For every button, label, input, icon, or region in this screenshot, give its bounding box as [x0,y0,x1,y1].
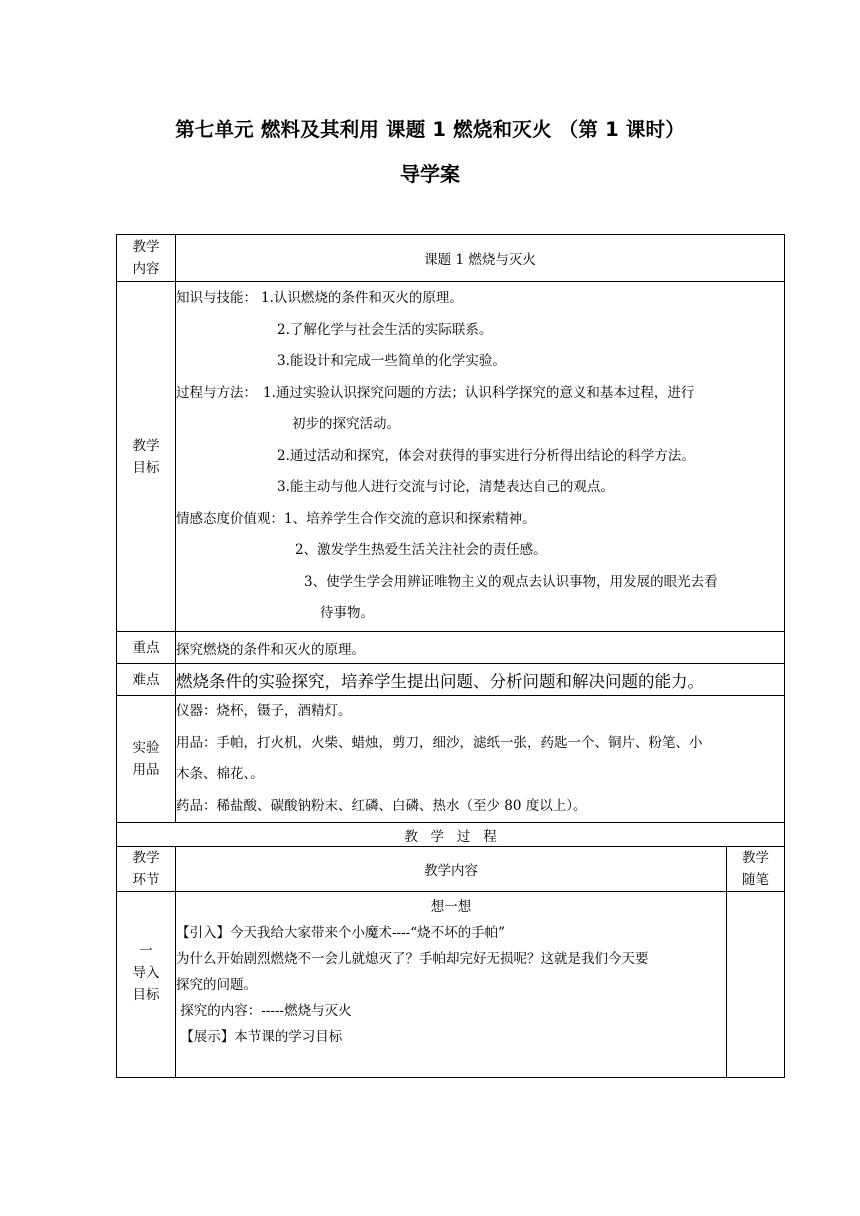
content-label-line: 教学 [132,239,160,255]
process-header-row [117,823,785,847]
process-header: 教 学 过 程 [117,823,785,847]
intro-line-4: 探究的内容：-----燃烧与灭火 [176,1003,352,1019]
lab-items: 用品：手帕，打火机，火柴、蜡烛，剪刀，细沙，滤纸一张，药匙一个、铜片、粉笔、小 [176,734,703,751]
goal-process-2: 2.通过活动和探究，体会对获得的事实进行分析得出结论的科学方法。 [277,447,695,464]
lesson-plan-table [116,234,785,1078]
goal-process-1-cont: 初步的探究活动。 [292,416,400,433]
intro-row [117,892,785,1078]
document-title: 第七单元 燃料及其利用 课题 1 燃烧和灭火 （第 1 课时） [175,118,685,141]
key-label: 重点 [117,632,176,664]
lab-content [176,696,785,823]
lab-row [117,696,785,823]
goal-emotion-3: 3、使学生学会用辨证唯物主义的观点去认识事物，用发展的眼光去看 [304,573,718,590]
column-notes [727,847,785,892]
goal-knowledge-2: 2.了解化学与社会生活的实际联系。 [277,321,493,338]
knowledge-item: 1.认识燃烧的条件和灭火的原理。 [261,290,463,307]
goal-emotion-1 [176,504,784,536]
goal-process-1 [176,378,784,410]
column-notes-line: 随笔 [742,872,769,888]
process-title: 过程与方法： [176,384,257,401]
intro-line-5: 【展示】本节课的学习目标 [176,1029,343,1045]
goal-emotion-3-cont: 待事物。 [320,605,374,622]
emotion-item: 1、培养学生合作交流的意识和探索精神。 [284,510,536,527]
goals-row [117,282,785,632]
goals-label [117,282,176,632]
lab-chemicals: 药品：稀盐酸、碳酸钠粉末、红磷、白磷、热水（至少 80 度以上）。 [176,797,587,814]
intro-label [117,892,176,1078]
difficulty-label: 难点 [117,664,176,696]
content-value: 课题 1 燃烧与灭火 [176,235,785,282]
content-row [117,235,785,282]
key-value: 探究燃烧的条件和灭火的原理。 [176,632,785,664]
intro-line-2: 为什么开始剧烈燃烧不一会儿就熄灭了？手帕却完好无损呢？这就是我们今天要 [176,951,649,967]
intro-heading: 想一想 [430,899,472,915]
goals-label-line: 目标 [132,459,160,476]
intro-label-line: 导入 [132,965,160,981]
document-subtitle: 导学案 [400,162,460,186]
goal-knowledge-3: 3.能设计和完成一些简单的化学实验。 [277,353,506,370]
column-content: 教学内容 [176,847,727,892]
column-notes-line: 教学 [742,850,769,866]
goal-process-3: 3.能主动与他人进行交流与讨论，清楚表达自己的观点。 [277,479,614,496]
lab-instruments: 仪器：烧杯，镊子，酒精灯。 [176,703,352,719]
goal-knowledge-1 [176,283,784,315]
goals-label-line: 教学 [132,437,160,454]
process-column-headers [117,847,785,892]
intro-label-line: 目标 [132,987,160,1003]
column-stage-line: 环节 [132,872,160,888]
content-label-line: 内容 [132,261,160,277]
key-row [117,632,785,664]
knowledge-title: 知识与技能： [176,290,257,307]
intro-label-line: 一 [139,943,153,959]
goals-content [176,282,785,632]
content-label [117,235,176,282]
column-stage-line: 教学 [132,850,160,866]
process-item: 1.通过实验认识探究问题的方法；认识科学探究的意义和基本过程，进行 [263,384,695,401]
goal-emotion-2: 2、激发学生热爱生活关注社会的责任感。 [295,542,547,559]
lab-items-cont: 木条、棉花、。 [176,766,264,782]
intro-line-1: 【引入】今天我给大家带来个小魔术----“烧不坏的手帕” [176,925,506,941]
lab-label-line: 用品 [132,762,160,778]
lab-label [117,696,176,823]
column-stage [117,847,176,892]
intro-content [176,892,727,1078]
intro-line-3: 探究的问题。 [176,977,257,993]
lab-label-line: 实验 [132,740,160,756]
emotion-title: 情感态度价值观： [176,510,284,527]
difficulty-value: 燃烧条件的实验探究，培养学生提出问题、分析问题和解决问题的能力。 [176,664,785,696]
difficulty-row [117,664,785,696]
intro-notes [727,892,785,1078]
